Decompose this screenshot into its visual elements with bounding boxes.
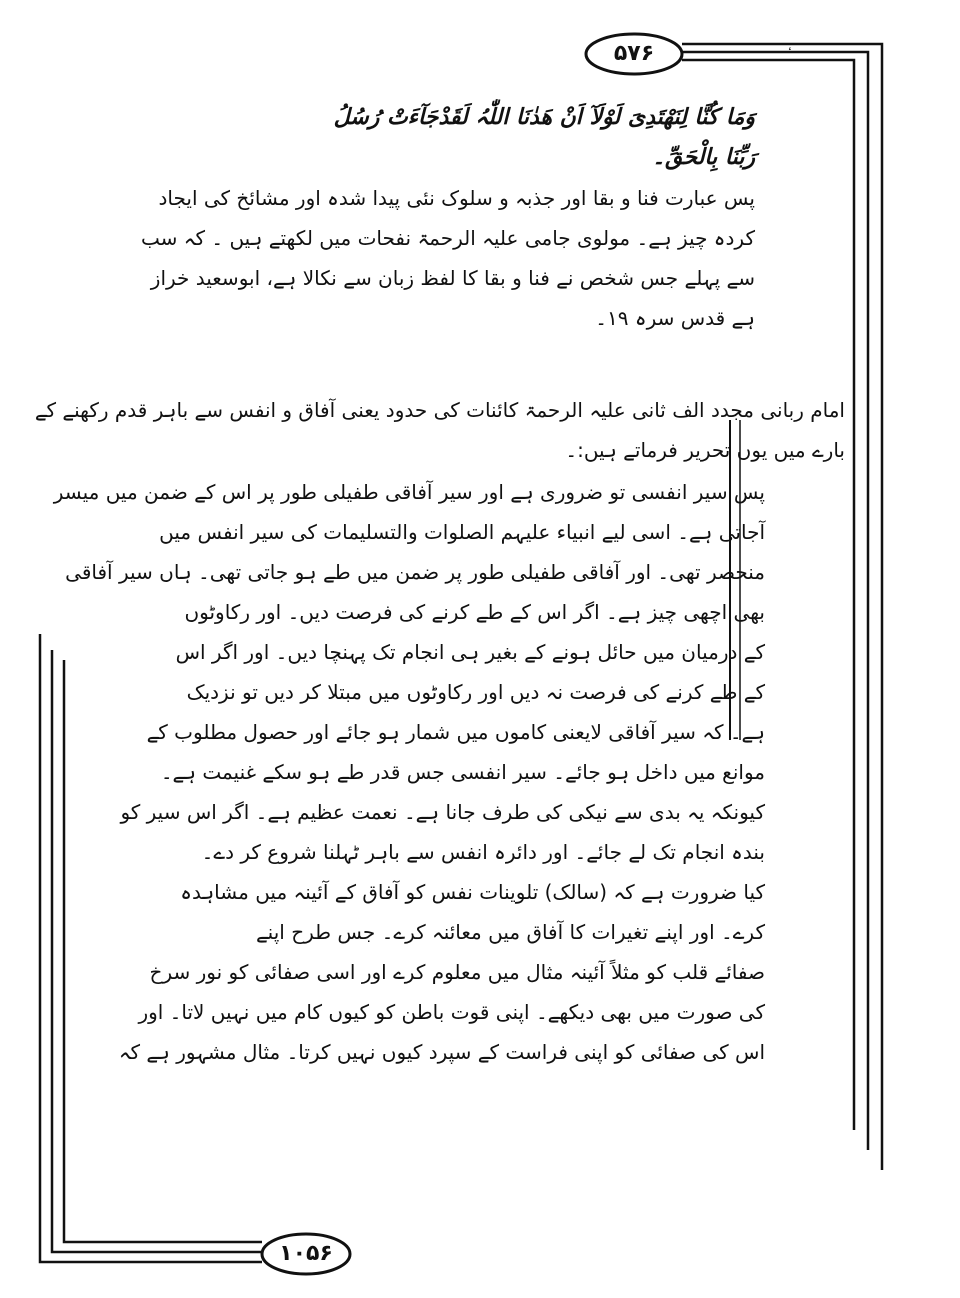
page-number-top: ۵۷۶ [613, 41, 655, 66]
paragraph-line: بندہ انجام تک لے جائے۔ اور دائرہ انفس سے باہر ٹہلنا شروع کر دے۔ [201, 840, 765, 864]
intro-paragraph [34, 390, 845, 470]
paragraph-line: کی صورت میں بھی دیکھے۔ اپنی قوت باطن کو کیوں کام میں نہیں لاتا۔ اور [138, 1000, 765, 1024]
paragraph-line: منحصر تھی۔ اور آفاقی طفیلی طور پر ضمن میں طے ہو جاتی تھی۔ ہاں سیر آفاقی [65, 560, 765, 584]
top-text-block [141, 98, 755, 338]
paragraph-line: اس کی صفائی کو اپنی فراست کے سپرد کیوں نہیں کرتا۔ مثال مشہور ہے کہ [118, 1040, 765, 1064]
paragraph-line: صفائے قلب کو مثلاً آئینہ مثال میں معلوم کرے اور اسی صفائی کو نور سرخ [149, 960, 765, 984]
paragraph-line: موانع میں داخل ہو جائے۔ سیر انفسی جس قدر طے ہو سکے غنیمت ہے۔ [160, 760, 765, 784]
paragraph-line: امام ربانی مجدد الف ثانی علیہ الرحمۃ کائنات کی حدود یعنی آفاق و انفس سے باہر قدم رکھنے کے [34, 398, 845, 422]
paragraph-line: بارے میں یوں تحریر فرماتے ہیں:۔ [565, 438, 845, 462]
quran-verse-line: رَبِّنَا بِالْحَقِّ۔ [652, 145, 755, 170]
paragraph-line: کیا ضرورت ہے کہ (سالک) تلوینات نفس کو آفاق کے آئینہ میں مشاہدہ [180, 880, 765, 904]
quran-verse-line: وَمَا کُنَّا لِنَھْتَدِیَ لَوْلَآ اَنْ ھَدٰنَا اللّٰہُ لَقَدْجَآءَتْ رُسُلُ [333, 105, 755, 130]
paragraph-line: کے طے کرنے کی فرصت نہ دیں اور رکاوٹوں میں مبتلا کر دیں تو نزدیک [186, 680, 765, 704]
page-number-bottom: ۱۰۵۶ [279, 1241, 333, 1266]
paragraph-line: کرے۔ اور اپنے تغیرات کا آفاق میں معائنہ کرے۔ جس طرح اپنے [255, 920, 765, 944]
paragraph-line: کے درمیان میں حائل ہونے کے بغیر ہی انجام تک پہنچا دیں۔ اور اگر اس [175, 640, 765, 664]
paragraph-line: پس عبارت فنا و بقا اور جذبہ و سلوک نئی پیدا شدہ اور مشائخ کی ایجاد [158, 186, 755, 210]
paragraph-line: ہے۔ کہ سیر آفاقی لایعنی کاموں میں شمار ہو جائے اور حصول مطلوب کے [146, 720, 765, 744]
paragraph-line: پس سیر انفسی تو ضروری ہے اور سیر آفاقی طفیلی طور پر اس کے ضمن میں میسر [53, 480, 765, 504]
paragraph-line: سے پہلے جس شخص نے فنا و بقا کا لفظ زبان سے نکالا ہے، ابوسعید خراز [150, 266, 755, 290]
paragraph-line: کیونکہ یہ بدی سے نیکی کی طرف جانا ہے۔ نعمت عظیم ہے۔ اگر اس سیر کو [120, 800, 765, 824]
quoted-passage [53, 472, 765, 1072]
paragraph-line: کردہ چیز ہے۔ مولوی جامی علیہ الرحمۃ نفحات میں لکھتے ہیں ۔ کہ سب [141, 226, 755, 250]
paragraph-line: بھی اچھی چیز ہے۔ اگر اس کے طے کرنے کی فرصت دیں۔ اور رکاوٹوں [184, 600, 765, 624]
paragraph-line: ہے قدس سرہ ۱۹۔ [595, 306, 755, 330]
paragraph-line: آجاتی ہے۔ اسی لیے انبیاء علیہم الصلوات والتسلیمات کی سیر انفس میں [159, 520, 765, 544]
